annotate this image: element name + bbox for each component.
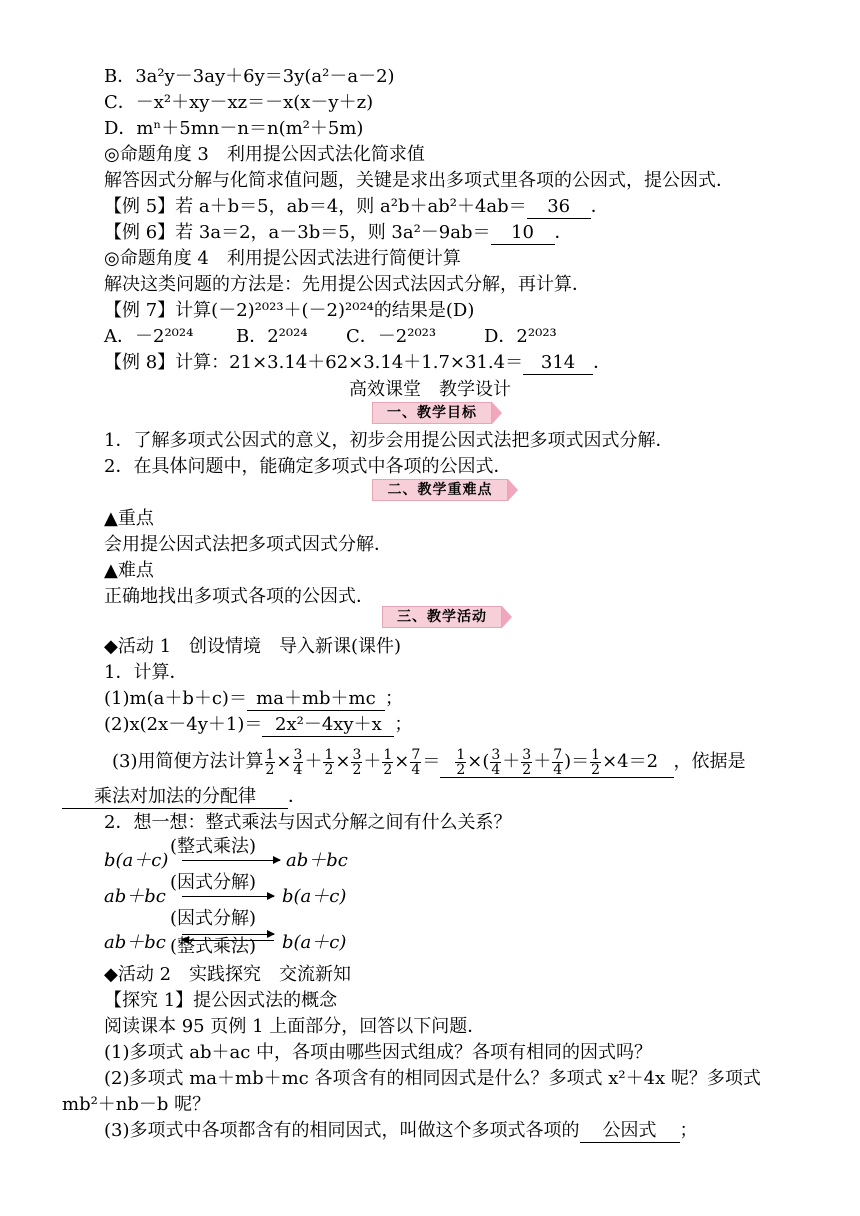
explore-1-title: 【探究 1】提公因式法的概念 [104,990,338,1011]
calc-3-text: (3)用简便方法计算 [112,751,264,772]
think-title: 2．想一想：整式乘法与因式分解之间有什么关系？ [104,812,512,833]
example-6-text: 【例 6】若 3a＝2，a－3b＝5，则 3a²－9ab＝ [104,222,491,243]
example-8-answer: 314 [523,352,593,375]
activity-1-title: ◆活动 1 创设情境 导入新课(课件) [104,636,402,657]
relation-3-label-bottom: (整式乘法) [170,936,257,957]
angle4-desc: 解决这类问题的方法是：先用提公因式法因式分解，再计算． [104,274,590,295]
relation-2-left: ab＋bc [104,886,166,907]
calc-3-answer: $\frac{1}{2}$ ×( $\frac{3}{4}$ ＋ $\frac{3}{2}$ ＋ $\frac{7}{4}$ )＝ $\frac{1}{2}$ ×4＝2 [440,747,673,778]
section-title: 高效课堂 教学设计 [349,379,511,400]
relation-3-label-top: (因式分解) [170,908,257,929]
example-5-text: 【例 5】若 a＋b＝5，ab＝4，则 a²b＋ab²＋4ab＝ [104,196,527,217]
example-7-option-c: C．－2²⁰²³ [346,326,437,347]
relation-1-arrow-icon [182,860,280,861]
calc-title: 1．计算． [104,662,188,683]
relation-2-arrow-icon [182,896,274,897]
key-title: ▲重点 [104,508,154,529]
option-d: D．mⁿ＋5mn－n＝n(m²＋5m) [104,118,364,139]
calc-1: (1)m(a＋b＋c)＝ ma＋mb＋mc ； [104,688,403,709]
relation-2-label: (因式分解) [170,872,257,893]
relation-3-left: ab＋bc [104,932,166,953]
goal-2: 2．在具体问题中，能确定多项式中各项的公因式． [104,456,512,477]
calc-3-basis: ，依据是 [673,751,746,772]
example-7: 【例 7】计算(－2)²⁰²³＋(－2)²⁰²⁴的结果是(D) [104,300,475,321]
angle3-title: ◎命题角度 3 利用提公因式法化简求值 [104,144,425,165]
example-6: 【例 6】若 3a＝2，a－3b＝5，则 3a²－9ab＝ 10 ． [104,222,573,243]
difficulty-text: 正确地找出多项式各项的公因式． [104,586,374,607]
banner-teaching-goals [372,402,502,426]
banner-key-points [372,479,518,503]
calc-3-basis-answer: 乘法对加法的分配律 [62,786,288,809]
question-3-answer: 公因式 [580,1120,680,1143]
question-2-line-1: (2)多项式 ma＋mb＋mc 各项含有的相同因式是什么？多项式 x²＋4x 呢？多项式 [104,1068,761,1089]
calc-3-basis-line: 乘法对加法的分配律 ． [62,784,306,810]
question-2-line-2: mb²＋nb－b 呢？ [62,1094,211,1115]
option-b: B．3a²y－3ay＋6y＝3y(a²－a－2) [104,66,395,87]
question-3-text: (3)多项式中各项都含有的相同因式，叫做这个多项式各项的 [104,1120,580,1141]
banner-teaching-activities [382,606,512,630]
example-7-option-d: D．2²⁰²³ [484,326,557,347]
relation-1-label: (整式乘法) [170,836,257,857]
calc-2-text: (2)x(2x－4y＋1)＝ [104,714,263,735]
angle4-title: ◎命题角度 4 利用提公因式法进行简便计算 [104,248,461,269]
example-6-answer: 10 [491,222,555,245]
relation-2-right: b(a＋c) [282,886,347,907]
activity-2-title: ◆活动 2 实践探究 交流新知 [104,964,352,985]
calc-2-answer: 2x²－4xy＋x [262,714,394,737]
example-8: 【例 8】计算：21×3.14＋62×3.14＋1.7×31.4＝ 314 ． [104,352,612,373]
relation-3-right: b(a＋c) [282,932,347,953]
example-7-option-b: B．2²⁰²⁴ [236,326,308,347]
read-text: 阅读课本 95 页例 1 上面部分，回答以下问题． [104,1016,486,1037]
angle3-desc: 解答因式分解与化简求值问题，关键是求出多项式里各项的公因式，提公因式． [104,170,734,191]
banner-teaching-goals-label: 一、教学目标 [387,405,477,421]
example-5: 【例 5】若 a＋b＝5，ab＝4，则 a²b＋ab²＋4ab＝ 36 ． [104,196,609,217]
difficulty-title: ▲难点 [104,560,154,581]
relation-1-right: ab＋bc [286,850,348,871]
question-3-suffix: ； [679,1120,698,1141]
example-8-text: 【例 8】计算：21×3.14＋62×3.14＋1.7×31.4＝ [104,352,524,373]
question-1: (1)多项式 ab＋ac 中，各项由哪些因式组成？各项有相同的因式吗？ [104,1042,653,1063]
calc-1-answer: ma＋mb＋mc [247,688,385,711]
relation-1-left: b(a＋c) [104,850,169,871]
calc-1-text: (1)m(a＋b＋c)＝ [104,688,247,709]
option-c: C．－x²＋xy－xz＝－x(x－y＋z) [104,92,374,113]
banner-teaching-activities-label: 三、教学活动 [397,609,487,625]
banner-key-points-label: 二、教学重难点 [387,482,493,498]
calc-3: (3)用简便方法计算 $\frac{1}{2}$ × $\frac{3}{4}$ ＋ $\frac{1}{2}$ × $\frac{3}{2}$ ＋ $\frac{1}{2}$ × $\frac{7}{4}$ ＝ $\frac{1}{2}$ ×( $\frac{3}{4}$ ＋ $\frac{3}{2}$ ＋ $\frac{7}{4}$ )＝ $\frac{1}{2}$ ×4＝2 ，依据是 [112,746,746,778]
relation-3-arrow-right-icon [182,934,274,935]
example-5-answer: 36 [527,196,591,219]
question-3 [104,1118,698,1144]
goal-1: 1．了解多项式公因式的意义，初步会用提公因式法把多项式因式分解． [104,430,674,451]
key-text: 会用提公因式法把多项式因式分解． [104,534,392,555]
calc-2: (2)x(2x－4y＋1)＝ 2x²－4xy＋x ； [104,714,413,735]
example-7-option-a: A．－2²⁰²⁴ [104,326,194,347]
